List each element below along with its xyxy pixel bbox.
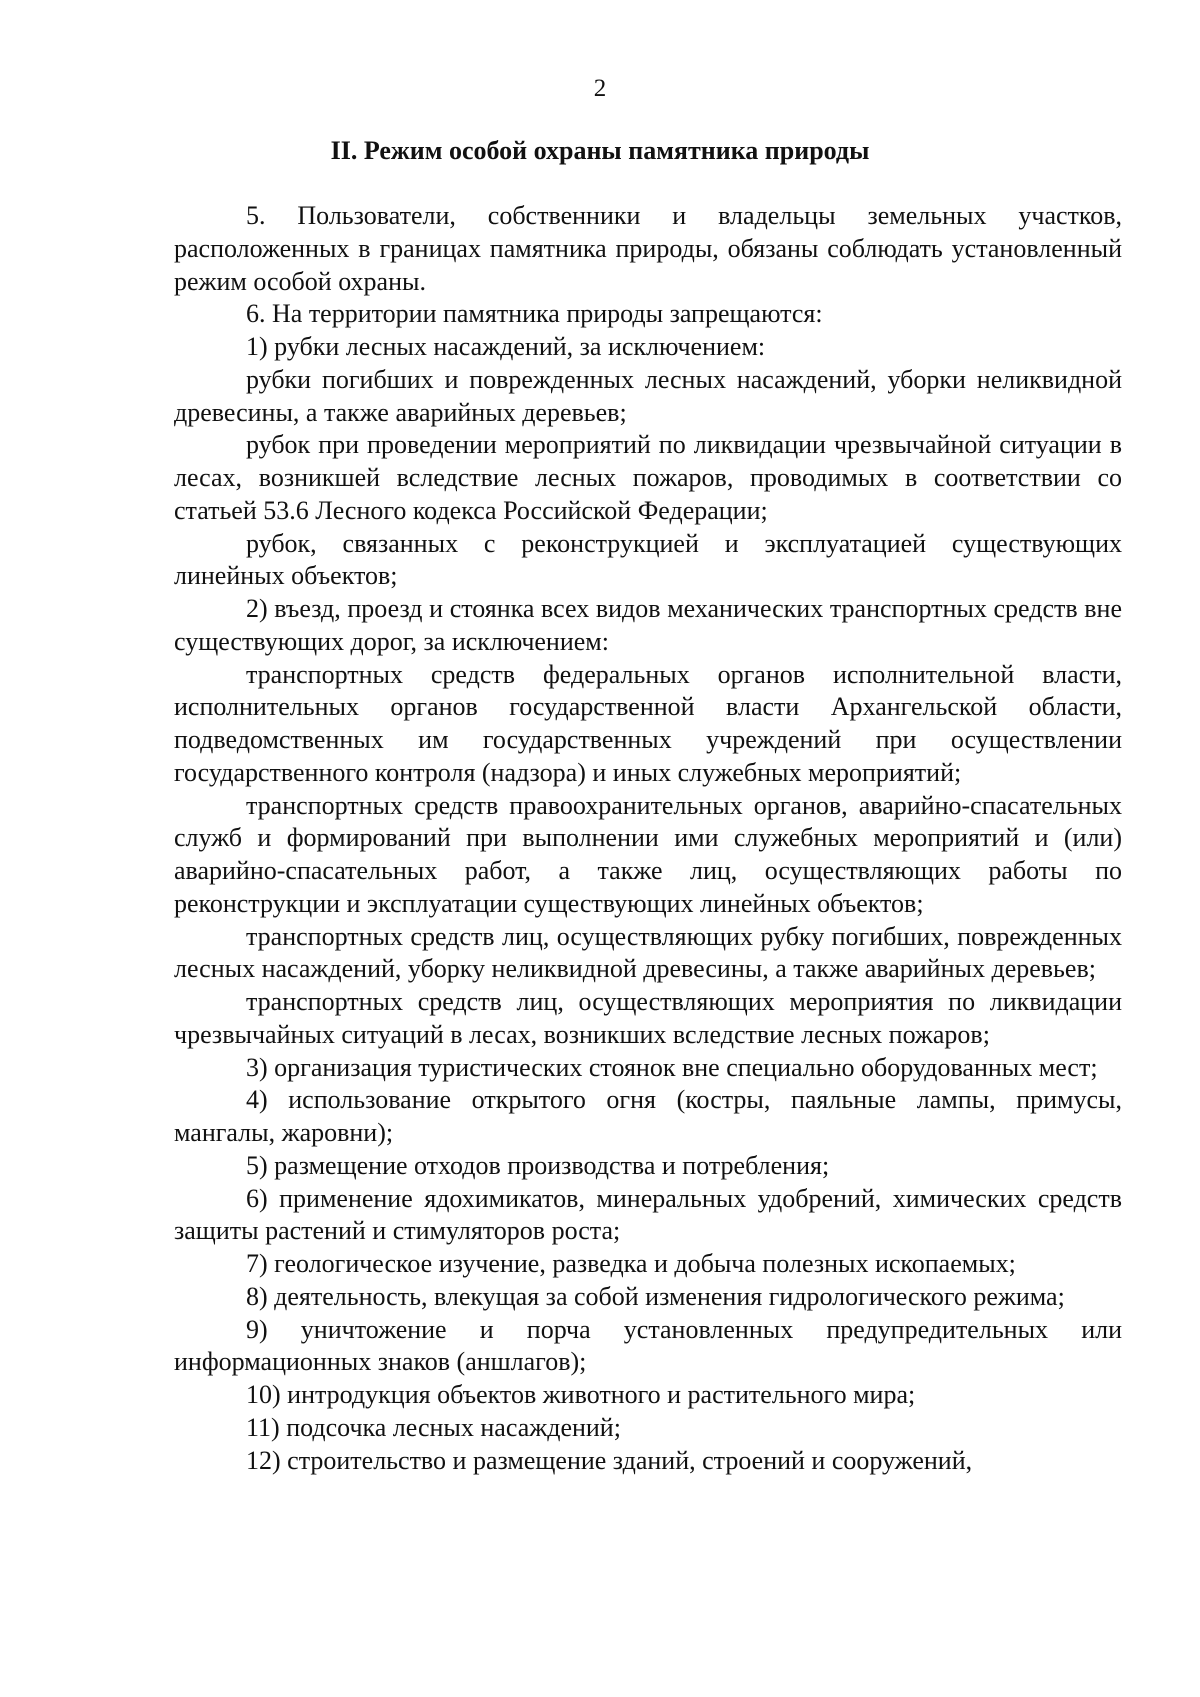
paragraph: 4) использование открытого огня (костры, паяльные лампы, примусы, мангалы, жаровни); <box>174 1085 1122 1147</box>
page-number: 2 <box>593 75 607 102</box>
paragraph: транспортных средств лиц, осуществляющих мероприятия по ликвидации чрезвычайных ситуаций в лесах, возникших вследствие лесных пожаров; <box>174 987 1122 1049</box>
paragraph: 9) уничтожение и порча установленных предупредительных или информационных знаков (аншлагов); <box>174 1314 1122 1377</box>
paragraph: 5) размещение отходов производства и потребления; <box>246 1150 830 1180</box>
paragraph: 11) подсочка лесных насаждений; <box>246 1412 621 1442</box>
paragraph: 10) интродукция объектов животного и растительного мира; <box>246 1380 916 1409</box>
paragraph: транспортных средств федеральных органов исполнительной власти, исполнительных органов государственной власти Архангельской области, подведомственных им государственных учреждений при осуществлении государственного контроля (надзора) и иных служебных мероприятий; <box>174 659 1122 787</box>
paragraph: 5. Пользователи, собственники и владельцы земельных участков, расположенных в границах памятника природы, обязаны соблюдать установленный режим особой охраны. <box>174 201 1122 296</box>
paragraph: рубки погибших и поврежденных лесных насаждений, уборки неликвидной древесины, а также аварийных деревьев; <box>174 364 1122 427</box>
section-heading: II. Режим особой охраны памятника природы <box>330 136 870 165</box>
paragraph: 7) геологическое изучение, разведка и добыча полезных ископаемых; <box>246 1249 1016 1278</box>
paragraph: 6) применение ядохимикатов, минеральных удобрений, химических средств защиты растений и стимуляторов роста; <box>174 1183 1122 1246</box>
paragraph: 3) организация туристических стоянок вне специально оборудованных мест; <box>246 1052 1098 1082</box>
paragraph: 8) деятельность, влекущая за собой изменения гидрологического режима; <box>246 1281 1065 1311</box>
paragraph: рубок при проведении мероприятий по ликвидации чрезвычайной ситуации в лесах, возникшей вследствие лесных пожаров, проводимых в соответствии со статьей 53.6 Лесного кодекса Российской Федерации; <box>174 430 1122 525</box>
paragraph: 6. На территории памятника природы запрещаются: <box>246 299 823 329</box>
paragraph: 2) въезд, проезд и стоянка всех видов механических транспортных средств вне существующих дорог, за исключением: <box>174 594 1122 656</box>
paragraph: 12) строительство и размещение зданий, строений и сооружений, <box>246 1445 973 1475</box>
paragraph: рубок, связанных с реконструкцией и эксплуатацией существующих линейных объектов; <box>174 528 1122 591</box>
paragraph: транспортных средств правоохранительных органов, аварийно-спасательных служб и формирований при выполнении ими служебных мероприятий и (или) аварийно-спасательных работ, а также лиц, осуществляющих работы по реконструкции и эксплуатации существующих линейных объектов; <box>174 790 1122 918</box>
document-body <box>174 200 1122 1477</box>
paragraph: 1) рубки лесных насаждений, за исключением: <box>246 332 766 361</box>
paragraph: транспортных средств лиц, осуществляющих рубку погибших, поврежденных лесных насаждений, уборку неликвидной древесины, а также аварийных деревьев; <box>174 921 1122 984</box>
